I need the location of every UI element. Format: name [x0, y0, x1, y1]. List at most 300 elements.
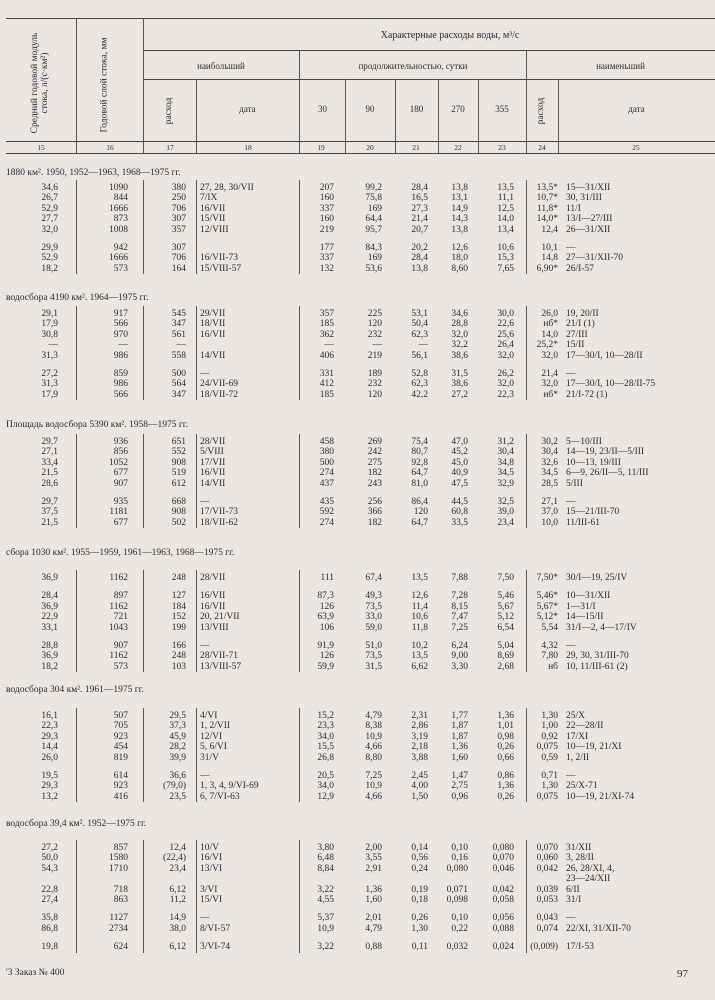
- table-cell: 256: [367, 497, 382, 507]
- table-cell: 5,46*: [536, 591, 558, 602]
- table-cell: 84,3: [365, 243, 382, 253]
- table-cell: 0,070: [492, 853, 514, 864]
- header-top-rule: [6, 18, 715, 19]
- header-date2: дата: [628, 104, 645, 114]
- table-cell: 13,5: [411, 573, 428, 583]
- table-cell: 0,18: [411, 895, 428, 905]
- table-cell: 33,0: [365, 612, 382, 623]
- section-title: водосбора 39,4 км². 1952—1975 гг.: [6, 819, 147, 829]
- table-cell: —: [372, 340, 382, 351]
- table-cell: 53,1: [411, 309, 428, 319]
- table-cell: 242: [367, 447, 382, 458]
- table-cell: 19, 20/II: [566, 309, 599, 319]
- column-separator: [143, 434, 144, 528]
- table-row: [0, 843, 715, 854]
- table-cell: 29, 30, 31/III-70: [566, 651, 629, 662]
- table-cell: 1008: [109, 224, 128, 235]
- table-cell: 0,66: [497, 752, 514, 763]
- table-cell: 22—28/II: [566, 721, 604, 732]
- table-cell: 39,9: [169, 752, 186, 763]
- table-cell: 0,042: [536, 863, 558, 874]
- table-cell: 27—31/XII-70: [566, 253, 623, 264]
- table-cell: 8,69: [497, 651, 514, 662]
- table-cell: 908: [171, 457, 186, 468]
- header-sep: [345, 79, 346, 153]
- table-cell: 6,12: [169, 942, 186, 953]
- table-cell: 718: [113, 884, 128, 895]
- table-cell: 99,2: [365, 183, 382, 193]
- table-cell: 10—13, 19/III: [566, 457, 621, 468]
- table-cell: 519: [171, 468, 186, 479]
- header-sep: [196, 79, 197, 153]
- table-cell: 27,4: [41, 895, 58, 905]
- table-cell: 32,0: [541, 379, 558, 390]
- table-cell: 935: [113, 497, 128, 507]
- table-cell: 86,4: [411, 497, 428, 507]
- section-title: 1880 км². 1950, 1952—1963, 1968—1975 гг.: [6, 168, 181, 178]
- table-row: [0, 853, 715, 864]
- table-cell: 7,28: [451, 591, 468, 602]
- table-cell: 458: [319, 437, 334, 447]
- table-cell: 11,8: [411, 622, 428, 633]
- table-cell: 6—9, 26/II—5, 11/III: [566, 468, 649, 479]
- table-cell: 10,2: [411, 641, 428, 651]
- table-cell: 14,0: [541, 329, 558, 340]
- table-cell: 558: [171, 350, 186, 361]
- table-cell: 49,3: [365, 591, 382, 602]
- header-d90: 90: [365, 104, 375, 114]
- table-cell: 22,3: [41, 721, 58, 732]
- table-cell: 30, 31/III: [566, 193, 602, 204]
- table-cell: 307: [171, 214, 186, 225]
- table-cell: 0,10: [451, 913, 468, 924]
- table-cell: 160: [319, 214, 334, 225]
- table-row: [0, 641, 715, 652]
- table-cell: 19,8: [41, 942, 58, 953]
- table-cell: 23—24/XII: [566, 874, 611, 885]
- table-row: [0, 942, 715, 953]
- table-cell: 31/V: [200, 752, 219, 763]
- table-cell: 614: [113, 771, 128, 781]
- table-cell: 10—19, 21/XI-74: [566, 791, 635, 802]
- table-cell: 21,5: [41, 517, 58, 528]
- table-cell: 52,9: [41, 203, 58, 214]
- column-separator: [526, 434, 527, 528]
- column-separator: [299, 708, 300, 802]
- table-cell: 10,1: [541, 243, 558, 253]
- table-cell: 29,7: [41, 497, 58, 507]
- table-cell: 0,060: [536, 853, 558, 864]
- table-cell: —: [48, 340, 58, 351]
- table-cell: 32,6: [541, 457, 558, 468]
- table-cell: 20,2: [411, 243, 428, 253]
- column-separator: [143, 306, 144, 400]
- table-cell: 13,5: [497, 183, 514, 193]
- table-cell: 15/VIII-57: [200, 263, 242, 274]
- table-cell: 26,4: [497, 340, 514, 351]
- table-row: [0, 885, 715, 896]
- table-cell: нб: [548, 661, 558, 672]
- table-cell: 0,56: [411, 853, 428, 864]
- table-cell: 37,5: [41, 507, 58, 518]
- table-cell: 5,12*: [536, 612, 558, 623]
- table-cell: 12,4: [169, 843, 186, 853]
- table-cell: 37,3: [169, 721, 186, 732]
- table-cell: 32,0: [497, 350, 514, 361]
- table-cell: 127: [171, 591, 186, 602]
- table-cell: 10,9: [365, 731, 382, 742]
- table-cell: 923: [113, 781, 128, 792]
- table-cell: 38,0: [169, 923, 186, 934]
- table-cell: 1,77: [451, 711, 468, 721]
- column-separator: [299, 434, 300, 528]
- table-cell: 177: [319, 243, 334, 253]
- table-cell: 225: [367, 309, 382, 319]
- page-number: 97: [677, 968, 688, 980]
- table-cell: 0,19: [411, 884, 428, 895]
- table-cell: 17—30/I, 10—28/II: [566, 350, 643, 361]
- colnum: 16: [106, 143, 114, 152]
- table-cell: 13,8: [451, 224, 468, 235]
- table-cell: 39,0: [497, 507, 514, 518]
- table-cell: 56,1: [411, 350, 428, 361]
- table-cell: 45,9: [169, 731, 186, 742]
- table-cell: 7/IX: [200, 193, 218, 204]
- table-row: [0, 458, 715, 469]
- table-cell: 347: [171, 389, 186, 400]
- table-cell: 11,4: [411, 601, 428, 612]
- table-cell: 12,9: [317, 791, 334, 802]
- table-cell: 35,8: [41, 913, 58, 924]
- table-cell: 721: [113, 612, 128, 623]
- table-cell: 4,79: [365, 711, 382, 721]
- table-cell: 53,6: [365, 263, 382, 274]
- table-cell: 0,043: [536, 913, 558, 924]
- table-cell: 45,0: [451, 457, 468, 468]
- table-cell: 11,1: [497, 193, 514, 204]
- table-cell: 25/X: [566, 711, 585, 721]
- table-cell: 10,9: [317, 923, 334, 934]
- table-cell: 907: [113, 641, 128, 651]
- table-cell: 923: [113, 731, 128, 742]
- table-cell: 1127: [109, 913, 128, 924]
- table-cell: 15,2: [317, 711, 334, 721]
- table-cell: 28,2: [169, 742, 186, 753]
- header-d180: 180: [409, 104, 424, 114]
- table-cell: 32,0: [497, 379, 514, 390]
- table-cell: 0,070: [536, 843, 558, 853]
- table-cell: 1,47: [451, 771, 468, 781]
- table-cell: 16/VII: [200, 601, 226, 612]
- table-cell: 23,4: [497, 517, 514, 528]
- table-cell: 15/VI: [200, 895, 223, 905]
- table-cell: 12/VI: [200, 731, 223, 742]
- table-row: [0, 913, 715, 924]
- table-cell: 454: [113, 742, 128, 753]
- table-cell: 28/VII: [200, 573, 226, 583]
- table-cell: 14/VII: [200, 350, 226, 361]
- table-cell: 908: [171, 507, 186, 518]
- table-cell: 28,6: [41, 478, 58, 489]
- column-separator: [196, 434, 197, 528]
- table-cell: 986: [113, 350, 128, 361]
- table-row: [0, 753, 715, 764]
- section-title: сбора 1030 км². 1955—1959, 1961—1963, 1968—1975 гг.: [6, 548, 235, 558]
- table-cell: 1181: [109, 507, 128, 518]
- table-cell: 120: [413, 507, 428, 518]
- table-cell: 2,00: [365, 843, 382, 853]
- table-cell: 25/X-71: [566, 781, 598, 792]
- table-cell: 3,22: [317, 942, 334, 953]
- table-cell: —: [324, 340, 334, 351]
- table-cell: 366: [367, 507, 382, 518]
- table-cell: 2,45: [411, 771, 428, 781]
- table-row: [0, 721, 715, 732]
- table-cell: 17/VII-73: [200, 507, 238, 518]
- table-cell: 5,12: [497, 612, 514, 623]
- header-col16: Годовой слой стока, мм: [99, 37, 110, 133]
- table-cell: 31,3: [41, 350, 58, 361]
- table-cell: 73,5: [365, 601, 382, 612]
- table-cell: 219: [367, 350, 382, 361]
- table-cell: 5,46: [497, 591, 514, 602]
- table-cell: 1090: [109, 183, 128, 193]
- table-cell: 6,62: [411, 661, 428, 672]
- table-row: [0, 319, 715, 330]
- table-cell: 33,1: [41, 622, 58, 633]
- table-cell: 50,4: [411, 319, 428, 330]
- table-cell: 859: [113, 369, 128, 379]
- table-cell: 8,80: [365, 752, 382, 763]
- table-cell: 1,60: [451, 752, 468, 763]
- table-row: [0, 612, 715, 623]
- table-cell: 31,5: [365, 661, 382, 672]
- table-row: [0, 479, 715, 490]
- table-cell: 21,5: [41, 468, 58, 479]
- table-cell: 380: [171, 183, 186, 193]
- table-cell: 8,38: [365, 721, 382, 732]
- table-cell: 12,4: [541, 224, 558, 235]
- table-cell: 500: [171, 369, 186, 379]
- table-cell: 706: [171, 253, 186, 264]
- table-cell: 0,24: [411, 863, 428, 874]
- table-cell: 18/VII: [200, 319, 226, 330]
- column-separator: [143, 708, 144, 802]
- table-cell: 14—15/II: [566, 612, 604, 623]
- table-cell: 32,0: [541, 350, 558, 361]
- table-cell: 435: [319, 497, 334, 507]
- table-cell: 232: [367, 329, 382, 340]
- table-cell: 21/I (1): [566, 319, 595, 330]
- column-separator: [196, 570, 197, 672]
- table-cell: 4/VI: [200, 711, 218, 721]
- column-separator: [143, 180, 144, 274]
- table-cell: 307: [171, 243, 186, 253]
- table-cell: 5, 6/VI: [200, 742, 227, 753]
- table-cell: 24/VII-69: [200, 379, 238, 390]
- table-cell: 1,60: [365, 895, 382, 905]
- table-cell: 566: [113, 319, 128, 330]
- table-cell: 16/VII: [200, 468, 226, 479]
- table-cell: 2,68: [497, 661, 514, 672]
- table-cell: 164: [171, 263, 186, 274]
- table-cell: 16/VI: [200, 853, 223, 864]
- table-row: [0, 651, 715, 662]
- table-cell: 81,0: [411, 478, 428, 489]
- table-cell: 27, 28, 30/VII: [200, 183, 254, 193]
- table-cell: 120: [367, 319, 382, 330]
- table-cell: 5,67*: [536, 601, 558, 612]
- table-cell: 6,54: [497, 622, 514, 633]
- table-cell: 132: [319, 263, 334, 274]
- table-row: [0, 437, 715, 448]
- table-cell: 5,67: [497, 601, 514, 612]
- table-cell: 250: [171, 193, 186, 204]
- table-cell: —: [200, 771, 210, 781]
- table-cell: 11,2: [169, 895, 186, 905]
- table-cell: 1043: [109, 622, 128, 633]
- table-cell: 17/I-53: [566, 942, 594, 953]
- colnum: 24: [538, 143, 546, 152]
- table-cell: —: [566, 641, 576, 651]
- table-cell: 4,00: [411, 781, 428, 792]
- table-cell: 36,6: [169, 771, 186, 781]
- table-cell: 36,9: [41, 651, 58, 662]
- table-cell: 0,080: [446, 863, 468, 874]
- table-cell: 1,50: [411, 791, 428, 802]
- table-cell: 0,046: [492, 863, 514, 874]
- table-cell: 13,8: [451, 183, 468, 193]
- table-row: [0, 369, 715, 380]
- table-cell: 120: [367, 389, 382, 400]
- table-cell: 14,0*: [536, 214, 558, 225]
- colnum: 15: [37, 143, 45, 152]
- table-cell: 4,66: [365, 742, 382, 753]
- colnum: 19: [317, 143, 325, 152]
- table-cell: 34,5: [497, 468, 514, 479]
- table-cell: 63,9: [317, 612, 334, 623]
- table-cell: 31/I—2, 4—17/IV: [566, 622, 637, 633]
- table-cell: 37,0: [541, 507, 558, 518]
- column-separator: [526, 840, 527, 953]
- table-cell: 67,4: [365, 573, 382, 583]
- column-separator: [143, 840, 144, 953]
- table-row: [0, 447, 715, 458]
- table-row: [0, 573, 715, 584]
- table-cell: 357: [319, 309, 334, 319]
- table-cell: 27,2: [451, 389, 468, 400]
- table-cell: 0,92: [541, 731, 558, 742]
- section-title: Площадь водосбора 5390 км². 1958—1975 гг.: [6, 420, 188, 430]
- table-row: [0, 781, 715, 792]
- table-cell: 13,5*: [536, 183, 558, 193]
- header-sep: [76, 18, 77, 153]
- table-cell: 0,071: [446, 884, 468, 895]
- table-cell: 17—30/I, 10—28/II-75: [566, 379, 656, 390]
- table-cell: 36,9: [41, 573, 58, 583]
- table-cell: 29,9: [41, 243, 58, 253]
- table-cell: 95,7: [365, 224, 382, 235]
- table-row: [0, 771, 715, 782]
- table-cell: 189: [367, 369, 382, 379]
- table-cell: 47,5: [451, 478, 468, 489]
- table-cell: 12/VIII: [200, 224, 229, 235]
- table-cell: 1,87: [451, 731, 468, 742]
- table-cell: 29,1: [41, 309, 58, 319]
- table-cell: 1,30: [541, 781, 558, 792]
- table-cell: 12,6: [451, 243, 468, 253]
- table-cell: 564: [171, 379, 186, 390]
- table-cell: 26/I-57: [566, 263, 594, 274]
- table-cell: 14,9: [451, 203, 468, 214]
- header-date: дата: [239, 104, 256, 114]
- table-cell: 5/III: [566, 478, 583, 489]
- table-cell: 7,80: [541, 651, 558, 662]
- table-cell: 52,8: [411, 369, 428, 379]
- table-row: [0, 864, 715, 875]
- table-cell: 0,26: [411, 913, 428, 924]
- table-cell: 0,88: [365, 942, 382, 953]
- table-cell: 13,8: [411, 263, 428, 274]
- table-cell: 23,3: [317, 721, 334, 732]
- table-cell: 33,4: [41, 457, 58, 468]
- table-cell: 34,6: [41, 183, 58, 193]
- table-cell: 13/VIII-57: [200, 661, 242, 672]
- column-separator: [299, 840, 300, 953]
- table-cell: 6/II: [566, 884, 580, 895]
- table-cell: 30,4: [497, 447, 514, 458]
- table-cell: 0,16: [451, 853, 468, 864]
- table-cell: 80,7: [411, 447, 428, 458]
- table-cell: 3/VI-74: [200, 942, 231, 953]
- table-cell: 0,26: [497, 742, 514, 753]
- table-cell: 1162: [109, 651, 128, 662]
- table-cell: —: [418, 340, 428, 351]
- table-cell: 0,11: [411, 942, 428, 953]
- table-cell: 29,3: [41, 781, 58, 792]
- table-cell: 10,7*: [536, 193, 558, 204]
- table-cell: 502: [171, 517, 186, 528]
- table-cell: 30,2: [541, 437, 558, 447]
- table-cell: 243: [367, 478, 382, 489]
- table-cell: 14,9: [169, 913, 186, 924]
- table-cell: 1,36: [451, 742, 468, 753]
- table-cell: 970: [113, 329, 128, 340]
- section-title: водосбора 304 км². 1961—1975 гг.: [6, 685, 144, 695]
- table-cell: 362: [319, 329, 334, 340]
- table-cell: 8,15: [451, 601, 468, 612]
- table-cell: 4,55: [317, 895, 334, 905]
- table-cell: 21,4: [411, 214, 428, 225]
- table-cell: 59,9: [317, 661, 334, 672]
- table-cell: 0,032: [446, 942, 468, 953]
- table-cell: 59,0: [365, 622, 382, 633]
- table-row: [0, 309, 715, 320]
- table-cell: —: [200, 369, 210, 379]
- table-cell: 25,6: [497, 329, 514, 340]
- table-cell: 897: [113, 591, 128, 602]
- table-cell: 21,4: [541, 369, 558, 379]
- table-cell: 0,26: [497, 791, 514, 802]
- table-cell: 668: [171, 497, 186, 507]
- table-cell: 11,8*: [536, 203, 558, 214]
- table-cell: 1, 3, 4, 9/VI-69: [200, 781, 259, 792]
- colnum: 20: [366, 143, 374, 152]
- table-row: [0, 924, 715, 935]
- table-cell: 199: [171, 622, 186, 633]
- table-cell: 18/VII-62: [200, 517, 238, 528]
- table-cell: 0,053: [536, 895, 558, 905]
